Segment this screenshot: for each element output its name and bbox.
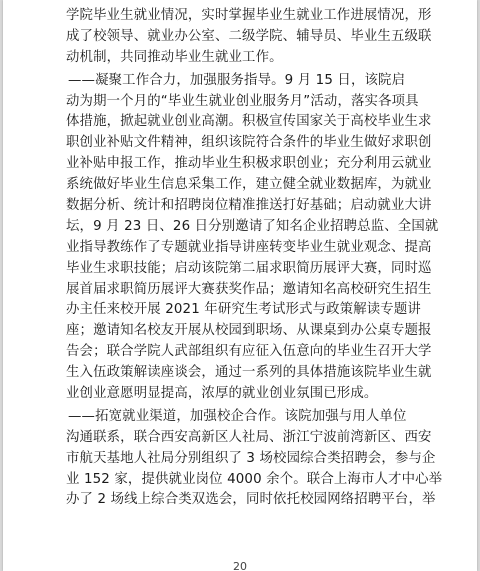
document-page [3,0,477,571]
text-line: 系统做好毕业生信息采集工作，建立健全就业数据库，为就业 [66,177,432,193]
text-line: 动机制，共同推动毕业生就业工作。 [66,49,283,65]
text-line: 学院毕业生就业情况，实时掌握毕业生就业工作进展情况，形 [66,8,432,23]
text-line: 告会；联合学院人武部组织有应征入伍意向的毕业生召开大学 [66,344,432,360]
text-line: ——凝聚工作合力，加强服务指导。9 月 15 日，该院启 [68,72,406,88]
text-line: 展首届求职简历展评大赛获奖作品；邀请知名高校研究生招生 [66,281,432,297]
text-line: 业 152 家，提供就业岗位 4000 余个。联合上海市人才中心举 [66,471,443,487]
paragraph-2 [66,71,439,405]
text-line: ——拓宽就业渠道，加强校企合作。该院加强与用人单位 [68,408,407,424]
text-line: 数据分析、统计和招聘岗位精准推送打好基础；启动就业大讲 [66,198,432,214]
text-line: 沟通联系，联合西安高新区人社局、浙江宁波前湾新区、西安 [66,429,432,445]
text-line: 业创业意愿明显提高，浓厚的就业创业氛围已形成。 [66,386,378,402]
text-line: 市航天基地人社局分别组织了 3 场校园综合类招聘会，参与企 [66,450,436,466]
page-number: 20 [233,560,247,571]
text-line: 职创业补贴文件精神，组织该院符合条件的毕业生做好求职创 [66,135,432,151]
text-line: 生入伍政策解读座谈会，通过一系列的具体措施该院毕业生就 [66,365,432,381]
text-line: 办了 2 场线上综合类双选会，同时依托校园网络招聘平台，举 [66,492,436,508]
document-body [66,6,443,511]
text-line: 座；邀请知名校友开展从校园到职场、从课桌到办公桌专题报 [66,323,432,339]
paragraph-3 [66,407,443,511]
text-line: 毕业生求职技能；启动该院第二届求职简历展评大赛，同时巡 [66,260,432,276]
text-line: 成了校领导、就业办公室、二级学院、辅导员、毕业生五级联 [66,28,432,44]
text-line: 业补贴申报工作，推动毕业生积极求职创业；充分利用云就业 [66,156,432,172]
text-line: 办主任来校开展 2021 年研究生考试形式与政策解读专题讲 [66,302,421,318]
text-line: 业指导教练作了专题就业指导讲座转变毕业生就业观念、提高 [66,239,432,255]
text-line: 坛，9 月 23 日、26 日分别邀请了知名企业招聘总监、全国就 [66,218,439,234]
text-line: 动为期一个月的“毕业生就业创业服务月”活动，落实各项具 [66,93,419,109]
text-line: 体措施，掀起就业创业高潮。积极宣传国家关于高校毕业生求 [66,114,432,130]
paragraph-1 [66,6,432,69]
